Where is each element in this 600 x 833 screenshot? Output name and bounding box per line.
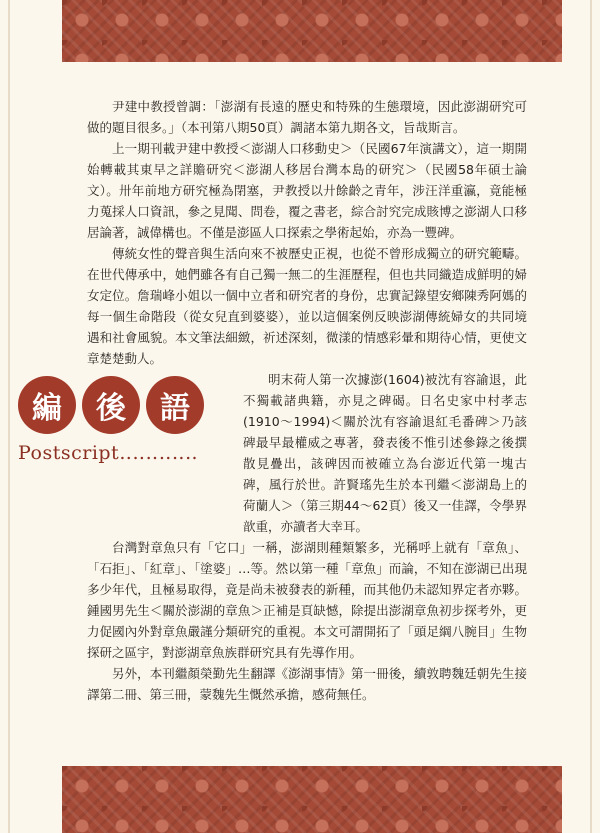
paragraph: 台灣對章魚只有「它口」一稱，澎湖則種類繁多，光稱呼上就有「章魚」、「石拒」、「紅章」、「塗婆」…等。然以第一種「章魚」而論，不知在澎湖已出現多少年代，且極易取得，竟是尚未被發表的新種，而其他仍未認知界定者亦夥。鍾國男先生＜關於澎湖的章魚＞正補是頁缺憾，除提出澎湖章魚初步探考外，更力促國內外對章魚嚴謹分類研究的重視。本文可謂開拓了「頭足綱八腕目」生物探研之區宇，對澎湖章魚族群研究具有先導作用。 <box>87 540 527 660</box>
right-border <box>590 0 592 833</box>
top-banner <box>62 0 562 62</box>
bottom-banner <box>62 766 562 833</box>
paragraph: 另外，本刊繼顏榮勤先生翻譯《澎湖事情》第一冊後，續敦聘魏廷朝先生接譯第二冊、第三冊，蒙魏先生慨然承擔，感荷無任。 <box>87 666 527 702</box>
left-border <box>8 0 10 833</box>
title-char: 後 <box>82 376 140 434</box>
title-circles <box>18 376 243 434</box>
postscript-subtitle: Postscript‥‥‥‥‥‥ <box>18 442 199 464</box>
paragraph: 上一期刊載尹建中教授＜澎湖人口移動史＞（民國67年演講文），這一期開始轉載其東早之詳贍研究＜澎湖人移居台灣本島的研究＞（民國58年碩士論文）。卅年前地方研究極為閉塞，尹教授以廾餘齡之青年，涉汪洋重瀛，竟能極力蒐採人口資訊，參之見聞、問卷，覆之書老，綜合討究完成賅博之澎湖人口移居論著，誠偉構也。不僅是澎區人口探索之學術起始，亦為一豐碑。 <box>87 141 527 240</box>
postscript-title <box>18 376 243 466</box>
paragraph: 傳統女性的聲音與生活向來不被歷史正視，也從不曾形成獨立的研究範疇。在世代傳承中，她們雖各有自己獨一無二的生涯歷程，但也共同織造成鮮明的婦女定位。詹瑞峰小姐以一個中立者和研究者的身份，忠實記錄望安鄉陳秀阿媽的每一個生命階段（從女兒直到婆婆），並以這個案例反映澎湖傳統婦女的共同境遇和社會風貌。本文筆法細緻，祈述深刻，微漾的情感彩暈和期待心情，更使文章楚楚動人。 <box>87 246 527 366</box>
title-char: 編 <box>18 376 76 434</box>
paragraph: 明末荷人第一次據澎(1604)被沈有容諭退，此不獨載諸典籍，亦見之碑碣。日名史家中村孝志(1910～1994)＜關於沈有容諭退紅毛番碑＞乃該碑最早最權威之專著，發表後不惟引述參錄之後撰散見疊出，該碑因而被確立為台澎近代第一塊古碑，風行於世。許賢瑤先生於本刊繼＜澎湖島上的荷蘭人＞（第三期44～62頁）後又一佳譯，令學界歆重，亦讀者大幸耳。 <box>243 372 527 534</box>
paragraph: 尹建中教授曾調：「澎湖有長遠的歷史和特殊的生態環境，因此澎湖研究可做的題目很多。」（本刊第八期50頁）調諸本第九期各文，旨哉斯言。 <box>87 99 527 135</box>
title-char: 語 <box>146 376 204 434</box>
